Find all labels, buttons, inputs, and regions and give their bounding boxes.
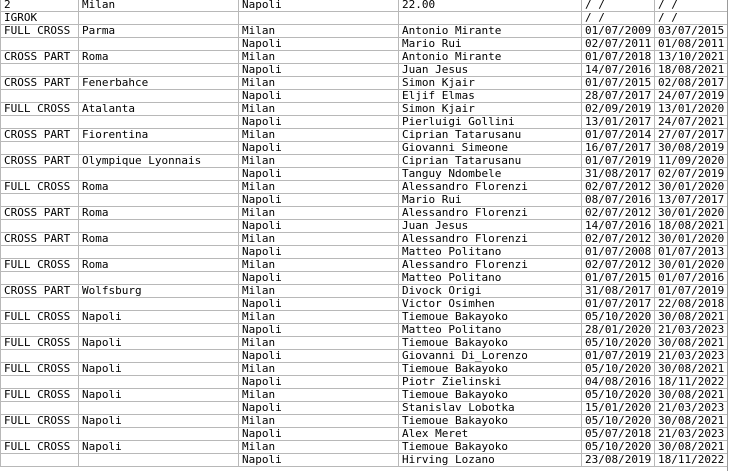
club-cell[interactable]: Napoli bbox=[79, 337, 239, 350]
type-cell[interactable] bbox=[1, 454, 79, 467]
start-date-cell[interactable]: / / bbox=[582, 12, 655, 25]
club-cell[interactable] bbox=[79, 64, 239, 77]
club-cell[interactable] bbox=[79, 454, 239, 467]
player-cell[interactable]: Tiemoue Bakayoko bbox=[399, 363, 582, 376]
start-date-cell[interactable]: 02/07/2011 bbox=[582, 38, 655, 51]
table-row bbox=[1, 116, 728, 129]
table-row bbox=[1, 376, 728, 389]
type-cell[interactable] bbox=[1, 168, 79, 181]
player-cell[interactable]: Hirving Lozano bbox=[399, 454, 582, 467]
table-row bbox=[1, 181, 728, 194]
player-cell[interactable]: Tiemoue Bakayoko bbox=[399, 389, 582, 402]
end-date-cell[interactable]: 02/08/2017 bbox=[655, 77, 728, 90]
player-cell[interactable]: Alessandro Florenzi bbox=[399, 259, 582, 272]
end-date-cell[interactable]: 18/11/2022 bbox=[655, 376, 728, 389]
table-row bbox=[1, 350, 728, 363]
table-row bbox=[1, 298, 728, 311]
end-date-cell[interactable]: / / bbox=[655, 12, 728, 25]
club-cell[interactable]: Fiorentina bbox=[79, 129, 239, 142]
team-cell[interactable]: Napoli bbox=[239, 0, 399, 12]
player-cell[interactable]: Matteo Politano bbox=[399, 246, 582, 259]
start-date-cell[interactable]: 08/07/2016 bbox=[582, 194, 655, 207]
type-cell[interactable] bbox=[1, 220, 79, 233]
start-date-cell[interactable]: 05/10/2020 bbox=[582, 389, 655, 402]
team-cell[interactable]: Napoli bbox=[239, 298, 399, 311]
player-cell[interactable]: Mario Rui bbox=[399, 194, 582, 207]
team-cell[interactable]: Milan bbox=[239, 363, 399, 376]
start-date-cell[interactable]: 13/01/2017 bbox=[582, 116, 655, 129]
table-row bbox=[1, 168, 728, 181]
team-cell[interactable]: Milan bbox=[239, 415, 399, 428]
table-row bbox=[1, 51, 728, 64]
team-cell[interactable]: Napoli bbox=[239, 428, 399, 441]
type-cell[interactable]: FULL CROSS bbox=[1, 441, 79, 454]
player-cell[interactable]: Piotr Zielinski bbox=[399, 376, 582, 389]
start-date-cell[interactable]: 01/07/2019 bbox=[582, 350, 655, 363]
table-row bbox=[1, 454, 728, 467]
end-date-cell[interactable]: / / bbox=[655, 0, 728, 12]
table-row bbox=[1, 77, 728, 90]
table-row bbox=[1, 428, 728, 441]
end-date-cell[interactable]: 18/11/2022 bbox=[655, 454, 728, 467]
table-row bbox=[1, 311, 728, 324]
end-date-cell[interactable]: 30/08/2021 bbox=[655, 415, 728, 428]
player-cell[interactable]: Matteo Politano bbox=[399, 272, 582, 285]
team-cell[interactable]: Milan bbox=[239, 259, 399, 272]
team-cell[interactable]: Milan bbox=[239, 337, 399, 350]
end-date-cell[interactable]: 21/03/2023 bbox=[655, 428, 728, 441]
type-cell[interactable] bbox=[1, 350, 79, 363]
player-cell[interactable]: Eljif Elmas bbox=[399, 90, 582, 103]
start-date-cell[interactable]: 01/07/2014 bbox=[582, 129, 655, 142]
player-cell[interactable]: Tiemoue Bakayoko bbox=[399, 415, 582, 428]
end-date-cell[interactable]: 13/07/2017 bbox=[655, 194, 728, 207]
start-date-cell[interactable]: 05/10/2020 bbox=[582, 337, 655, 350]
table-row bbox=[1, 220, 728, 233]
end-date-cell[interactable]: 13/01/2020 bbox=[655, 103, 728, 116]
team-cell[interactable] bbox=[239, 12, 399, 25]
start-date-cell[interactable]: 01/07/2018 bbox=[582, 51, 655, 64]
start-date-cell[interactable]: 31/08/2017 bbox=[582, 285, 655, 298]
club-cell[interactable] bbox=[79, 272, 239, 285]
club-cell[interactable] bbox=[79, 428, 239, 441]
player-cell[interactable]: Ciprian Tatarusanu bbox=[399, 129, 582, 142]
end-date-cell[interactable]: 24/07/2019 bbox=[655, 90, 728, 103]
table-row bbox=[1, 129, 728, 142]
table-row bbox=[1, 363, 728, 376]
type-cell[interactable] bbox=[1, 116, 79, 129]
start-date-cell[interactable]: 02/07/2012 bbox=[582, 259, 655, 272]
type-cell[interactable]: CROSS PART bbox=[1, 77, 79, 90]
club-cell[interactable]: Milan bbox=[79, 0, 239, 12]
team-cell[interactable]: Napoli bbox=[239, 376, 399, 389]
end-date-cell[interactable]: 01/07/2016 bbox=[655, 272, 728, 285]
club-cell[interactable]: Atalanta bbox=[79, 103, 239, 116]
type-cell[interactable]: FULL CROSS bbox=[1, 363, 79, 376]
start-date-cell[interactable]: 05/10/2020 bbox=[582, 311, 655, 324]
start-date-cell[interactable]: 01/07/2017 bbox=[582, 298, 655, 311]
team-cell[interactable]: Napoli bbox=[239, 194, 399, 207]
team-cell[interactable]: Napoli bbox=[239, 168, 399, 181]
end-date-cell[interactable]: 18/08/2021 bbox=[655, 64, 728, 77]
player-cell[interactable]: Pierluigi Gollini bbox=[399, 116, 582, 129]
end-date-cell[interactable]: 01/08/2011 bbox=[655, 38, 728, 51]
type-cell[interactable] bbox=[1, 272, 79, 285]
type-cell[interactable] bbox=[1, 324, 79, 337]
end-date-cell[interactable]: 30/08/2021 bbox=[655, 337, 728, 350]
end-date-cell[interactable]: 21/03/2023 bbox=[655, 402, 728, 415]
start-date-cell[interactable]: 23/08/2019 bbox=[582, 454, 655, 467]
type-cell[interactable] bbox=[1, 142, 79, 155]
start-date-cell[interactable]: 15/01/2020 bbox=[582, 402, 655, 415]
player-cell[interactable]: Divock Origi bbox=[399, 285, 582, 298]
end-date-cell[interactable]: 30/01/2020 bbox=[655, 181, 728, 194]
end-date-cell[interactable]: 30/08/2021 bbox=[655, 389, 728, 402]
table-row bbox=[1, 194, 728, 207]
end-date-cell[interactable]: 11/09/2020 bbox=[655, 155, 728, 168]
start-date-cell[interactable]: / / bbox=[582, 0, 655, 12]
table-row bbox=[1, 272, 728, 285]
club-cell[interactable]: Parma bbox=[79, 25, 239, 38]
team-cell[interactable]: Napoli bbox=[239, 142, 399, 155]
type-cell[interactable] bbox=[1, 64, 79, 77]
table-row bbox=[1, 0, 728, 12]
start-date-cell[interactable]: 31/08/2017 bbox=[582, 168, 655, 181]
table-row bbox=[1, 12, 728, 25]
team-cell[interactable]: Milan bbox=[239, 311, 399, 324]
club-cell[interactable] bbox=[79, 350, 239, 363]
table-row bbox=[1, 207, 728, 220]
club-cell[interactable] bbox=[79, 38, 239, 51]
start-date-cell[interactable]: 05/10/2020 bbox=[582, 441, 655, 454]
club-cell[interactable]: Roma bbox=[79, 51, 239, 64]
team-cell[interactable]: Milan bbox=[239, 155, 399, 168]
type-cell[interactable]: FULL CROSS bbox=[1, 181, 79, 194]
team-cell[interactable]: Napoli bbox=[239, 454, 399, 467]
type-cell[interactable]: CROSS PART bbox=[1, 285, 79, 298]
table-row bbox=[1, 90, 728, 103]
end-date-cell[interactable]: 03/07/2015 bbox=[655, 25, 728, 38]
start-date-cell[interactable]: 04/08/2016 bbox=[582, 376, 655, 389]
table-row bbox=[1, 324, 728, 337]
table-row bbox=[1, 155, 728, 168]
start-date-cell[interactable]: 28/07/2017 bbox=[582, 90, 655, 103]
end-date-cell[interactable]: 22/08/2018 bbox=[655, 298, 728, 311]
type-cell[interactable] bbox=[1, 376, 79, 389]
type-cell[interactable]: CROSS PART bbox=[1, 207, 79, 220]
team-cell[interactable]: Milan bbox=[239, 441, 399, 454]
start-date-cell[interactable]: 16/07/2017 bbox=[582, 142, 655, 155]
start-date-cell[interactable]: 01/07/2015 bbox=[582, 272, 655, 285]
team-cell[interactable]: Napoli bbox=[239, 116, 399, 129]
player-cell[interactable]: Simon Kjair bbox=[399, 77, 582, 90]
start-date-cell[interactable]: 14/07/2016 bbox=[582, 220, 655, 233]
player-cell[interactable]: Tiemoue Bakayoko bbox=[399, 311, 582, 324]
type-cell[interactable]: IGROK bbox=[1, 12, 79, 25]
type-cell[interactable] bbox=[1, 298, 79, 311]
team-cell[interactable]: Napoli bbox=[239, 402, 399, 415]
club-cell[interactable]: Roma bbox=[79, 207, 239, 220]
type-cell[interactable] bbox=[1, 194, 79, 207]
type-cell[interactable]: CROSS PART bbox=[1, 233, 79, 246]
player-cell[interactable]: Alessandro Florenzi bbox=[399, 181, 582, 194]
team-cell[interactable]: Milan bbox=[239, 207, 399, 220]
table-row bbox=[1, 64, 728, 77]
end-date-cell[interactable]: 21/03/2023 bbox=[655, 324, 728, 337]
club-cell[interactable]: Roma bbox=[79, 181, 239, 194]
start-date-cell[interactable]: 14/07/2016 bbox=[582, 64, 655, 77]
table-row bbox=[1, 415, 728, 428]
type-cell[interactable]: CROSS PART bbox=[1, 129, 79, 142]
table-row bbox=[1, 441, 728, 454]
end-date-cell[interactable]: 30/01/2020 bbox=[655, 259, 728, 272]
team-cell[interactable]: Napoli bbox=[239, 64, 399, 77]
team-cell[interactable]: Milan bbox=[239, 103, 399, 116]
type-cell[interactable] bbox=[1, 402, 79, 415]
team-cell[interactable]: Milan bbox=[239, 51, 399, 64]
table-row bbox=[1, 38, 728, 51]
player-cell[interactable]: Antonio Mirante bbox=[399, 25, 582, 38]
table-row bbox=[1, 389, 728, 402]
end-date-cell[interactable]: 30/08/2021 bbox=[655, 363, 728, 376]
table-row bbox=[1, 142, 728, 155]
club-cell[interactable]: Napoli bbox=[79, 415, 239, 428]
type-cell[interactable]: 2 bbox=[1, 0, 79, 12]
club-cell[interactable]: Roma bbox=[79, 259, 239, 272]
team-cell[interactable]: Milan bbox=[239, 129, 399, 142]
start-date-cell[interactable]: 01/07/2015 bbox=[582, 77, 655, 90]
player-cell[interactable]: Tanguy Ndombele bbox=[399, 168, 582, 181]
player-cell[interactable]: Antonio Mirante bbox=[399, 51, 582, 64]
club-cell[interactable] bbox=[79, 168, 239, 181]
club-cell[interactable]: Napoli bbox=[79, 441, 239, 454]
type-cell[interactable] bbox=[1, 428, 79, 441]
type-cell[interactable]: FULL CROSS bbox=[1, 415, 79, 428]
player-cell[interactable]: Victor Osimhen bbox=[399, 298, 582, 311]
type-cell[interactable]: FULL CROSS bbox=[1, 337, 79, 350]
club-cell[interactable] bbox=[79, 324, 239, 337]
team-cell[interactable]: Napoli bbox=[239, 38, 399, 51]
player-cell[interactable]: Giovanni Simeone bbox=[399, 142, 582, 155]
start-date-cell[interactable]: 05/10/2020 bbox=[582, 415, 655, 428]
team-cell[interactable]: Napoli bbox=[239, 324, 399, 337]
end-date-cell[interactable]: 30/08/2021 bbox=[655, 441, 728, 454]
club-cell[interactable] bbox=[79, 12, 239, 25]
start-date-cell[interactable]: 01/07/2019 bbox=[582, 155, 655, 168]
type-cell[interactable]: FULL CROSS bbox=[1, 259, 79, 272]
team-cell[interactable]: Milan bbox=[239, 233, 399, 246]
club-cell[interactable]: Napoli bbox=[79, 389, 239, 402]
start-date-cell[interactable]: 02/09/2019 bbox=[582, 103, 655, 116]
end-date-cell[interactable]: 02/07/2019 bbox=[655, 168, 728, 181]
player-cell[interactable]: Alex Meret bbox=[399, 428, 582, 441]
player-cell[interactable] bbox=[399, 12, 582, 25]
player-cell[interactable]: Ciprian Tatarusanu bbox=[399, 155, 582, 168]
team-cell[interactable]: Napoli bbox=[239, 350, 399, 363]
team-cell[interactable]: Napoli bbox=[239, 90, 399, 103]
type-cell[interactable]: FULL CROSS bbox=[1, 25, 79, 38]
start-date-cell[interactable]: 05/07/2018 bbox=[582, 428, 655, 441]
player-cell[interactable]: Tiemoue Bakayoko bbox=[399, 337, 582, 350]
end-date-cell[interactable]: 27/07/2017 bbox=[655, 129, 728, 142]
team-cell[interactable]: Napoli bbox=[239, 246, 399, 259]
type-cell[interactable]: FULL CROSS bbox=[1, 311, 79, 324]
end-date-cell[interactable]: 30/01/2020 bbox=[655, 207, 728, 220]
end-date-cell[interactable]: 18/08/2021 bbox=[655, 220, 728, 233]
player-cell[interactable]: Alessandro Florenzi bbox=[399, 233, 582, 246]
club-cell[interactable] bbox=[79, 376, 239, 389]
club-cell[interactable] bbox=[79, 220, 239, 233]
club-cell[interactable] bbox=[79, 90, 239, 103]
table-row bbox=[1, 285, 728, 298]
start-date-cell[interactable]: 28/01/2020 bbox=[582, 324, 655, 337]
player-cell[interactable]: Giovanni Di_Lorenzo bbox=[399, 350, 582, 363]
start-date-cell[interactable]: 05/10/2020 bbox=[582, 363, 655, 376]
end-date-cell[interactable]: 01/07/2013 bbox=[655, 246, 728, 259]
club-cell[interactable] bbox=[79, 142, 239, 155]
club-cell[interactable] bbox=[79, 246, 239, 259]
start-date-cell[interactable]: 01/07/2009 bbox=[582, 25, 655, 38]
team-cell[interactable]: Milan bbox=[239, 77, 399, 90]
table-row bbox=[1, 337, 728, 350]
club-cell[interactable]: Napoli bbox=[79, 311, 239, 324]
type-cell[interactable]: CROSS PART bbox=[1, 51, 79, 64]
player-cell[interactable]: Alessandro Florenzi bbox=[399, 207, 582, 220]
player-cell[interactable]: Tiemoue Bakayoko bbox=[399, 441, 582, 454]
start-date-cell[interactable]: 02/07/2012 bbox=[582, 207, 655, 220]
club-cell[interactable] bbox=[79, 402, 239, 415]
type-cell[interactable]: FULL CROSS bbox=[1, 389, 79, 402]
club-cell[interactable]: Wolfsburg bbox=[79, 285, 239, 298]
player-cell[interactable]: Juan Jesus bbox=[399, 64, 582, 77]
club-cell[interactable] bbox=[79, 116, 239, 129]
end-date-cell[interactable]: 24/07/2021 bbox=[655, 116, 728, 129]
team-cell[interactable]: Napoli bbox=[239, 220, 399, 233]
end-date-cell[interactable]: 30/08/2019 bbox=[655, 142, 728, 155]
team-cell[interactable]: Milan bbox=[239, 285, 399, 298]
team-cell[interactable]: Milan bbox=[239, 389, 399, 402]
end-date-cell[interactable]: 30/01/2020 bbox=[655, 233, 728, 246]
end-date-cell[interactable]: 21/03/2023 bbox=[655, 350, 728, 363]
type-cell[interactable] bbox=[1, 90, 79, 103]
grid-right-border bbox=[727, 0, 728, 471]
start-date-cell[interactable]: 01/07/2008 bbox=[582, 246, 655, 259]
grid-body bbox=[1, 0, 728, 467]
club-cell[interactable]: Napoli bbox=[79, 363, 239, 376]
table-row bbox=[1, 402, 728, 415]
end-date-cell[interactable]: 13/10/2021 bbox=[655, 51, 728, 64]
club-cell[interactable]: Olympique Lyonnais bbox=[79, 155, 239, 168]
type-cell[interactable] bbox=[1, 246, 79, 259]
club-cell[interactable]: Fenerbahce bbox=[79, 77, 239, 90]
table-row bbox=[1, 246, 728, 259]
player-cell[interactable]: Simon Kjair bbox=[399, 103, 582, 116]
table-row bbox=[1, 259, 728, 272]
club-cell[interactable] bbox=[79, 298, 239, 311]
table-row bbox=[1, 103, 728, 116]
club-cell[interactable]: Roma bbox=[79, 233, 239, 246]
team-cell[interactable]: Milan bbox=[239, 181, 399, 194]
player-cell[interactable]: Matteo Politano bbox=[399, 324, 582, 337]
type-cell[interactable]: CROSS PART bbox=[1, 155, 79, 168]
end-date-cell[interactable]: 01/07/2019 bbox=[655, 285, 728, 298]
team-cell[interactable]: Milan bbox=[239, 25, 399, 38]
player-cell[interactable]: Mario Rui bbox=[399, 38, 582, 51]
player-cell[interactable]: Juan Jesus bbox=[399, 220, 582, 233]
player-cell[interactable]: 22.00 bbox=[399, 0, 582, 12]
table-row bbox=[1, 233, 728, 246]
start-date-cell[interactable]: 02/07/2012 bbox=[582, 233, 655, 246]
type-cell[interactable] bbox=[1, 38, 79, 51]
type-cell[interactable]: FULL CROSS bbox=[1, 103, 79, 116]
start-date-cell[interactable]: 02/07/2012 bbox=[582, 181, 655, 194]
table-row bbox=[1, 25, 728, 38]
end-date-cell[interactable]: 30/08/2021 bbox=[655, 311, 728, 324]
club-cell[interactable] bbox=[79, 194, 239, 207]
team-cell[interactable]: Napoli bbox=[239, 272, 399, 285]
player-cell[interactable]: Stanislav Lobotka bbox=[399, 402, 582, 415]
